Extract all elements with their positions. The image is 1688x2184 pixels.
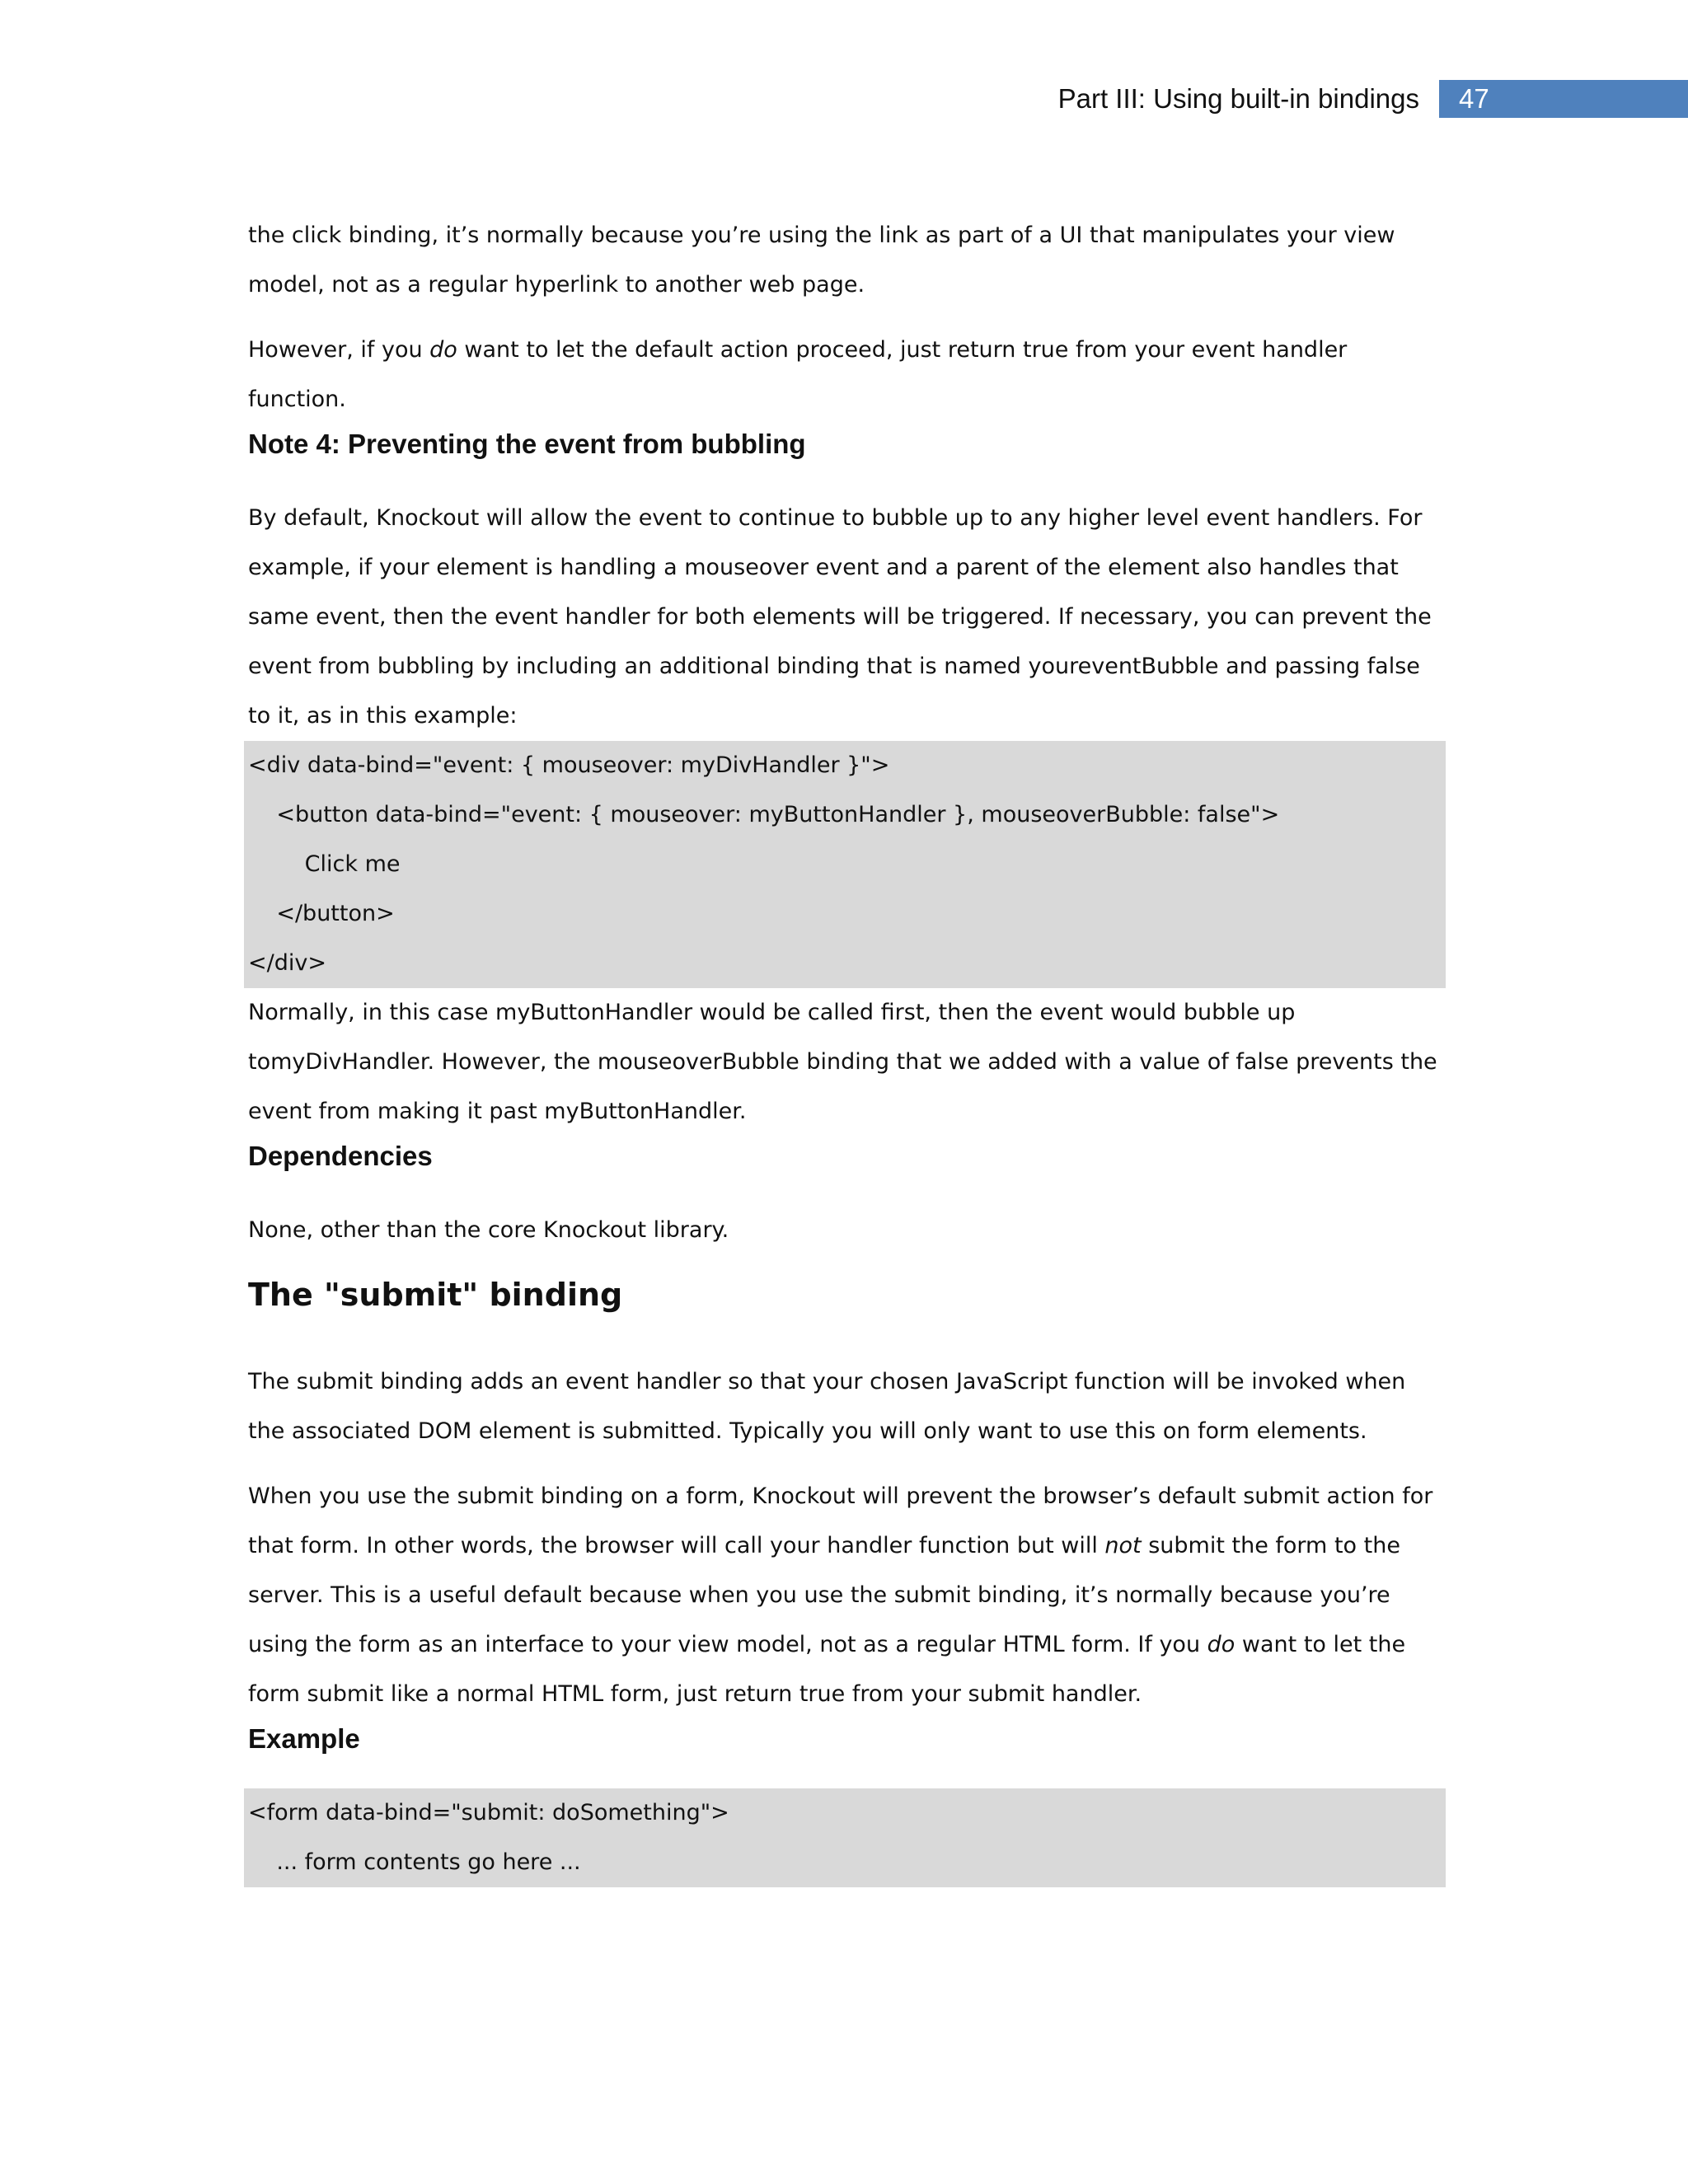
paragraph-line: tomyDivHandler. However, the mouseoverBubble binding that we added with a value of false prevents the [248, 1049, 1437, 1075]
section-heading: The "submit" binding [248, 1277, 623, 1313]
page-header [1058, 79, 1688, 119]
dependencies-heading: Dependencies [248, 1141, 433, 1171]
paragraph-line: The submit binding adds an event handler so that your chosen JavaScript function will be invoked when [248, 1369, 1406, 1394]
example-heading: Example [248, 1723, 360, 1754]
paragraph-line: function. [248, 387, 346, 412]
code-line: </button> [248, 901, 395, 926]
paragraph-line: server. This is a useful default because when you use the submit binding, it’s normally because you’re [248, 1582, 1390, 1608]
code-line: <button data-bind="event: { mouseover: myButtonHandler }, mouseoverBubble: false"> [248, 802, 1280, 827]
paragraph-line: the associated DOM element is submitted. Typically you will only want to use this on form elements. [248, 1418, 1367, 1444]
running-header-title: Part III: Using built-in bindings [1057, 83, 1419, 114]
paragraph-line: the click binding, it’s normally because you’re using the link as part of a UI that manipulates your view [248, 223, 1395, 248]
paragraph-line: same event, then the event handler for both elements will be triggered. If necessary, you can prevent the [248, 604, 1432, 630]
paragraph-line: using the form as an interface to your view model, not as a regular HTML form. If you do want to let the [248, 1632, 1406, 1657]
code-block [244, 1788, 1446, 1887]
paragraph-line: model, not as a regular hyperlink to another web page. [248, 272, 865, 298]
paragraph-line: example, if your element is handling a mouseover event and a parent of the element also handles that [248, 555, 1399, 580]
paragraph-line: form submit like a normal HTML form, just return true from your submit handler. [248, 1681, 1142, 1707]
page-content [248, 211, 1445, 1887]
code-line: </div> [248, 950, 326, 976]
paragraph-line: that form. In other words, the browser will call your handler function but will not submit the form to the [248, 1533, 1400, 1558]
paragraph-line: When you use the submit binding on a form, Knockout will prevent the browser’s default submit action for [248, 1483, 1433, 1509]
code-line: Click me [248, 851, 401, 877]
note-heading: Note 4: Preventing the event from bubbling [248, 429, 806, 459]
emphasis: do [429, 337, 457, 363]
code-line: <form data-bind="submit: doSomething"> [248, 1800, 729, 1825]
code-line: <div data-bind="event: { mouseover: myDivHandler }"> [248, 752, 890, 778]
paragraph-line: By default, Knockout will allow the event to continue to bubble up to any higher level event handlers. For [248, 505, 1423, 531]
paragraph-line: Normally, in this case myButtonHandler would be called first, then the event would bubble up [248, 1000, 1296, 1025]
paragraph-line: to it, as in this example: [248, 703, 518, 729]
paragraph-line: None, other than the core Knockout library. [248, 1217, 729, 1243]
code-block [244, 741, 1446, 988]
paragraph-line: event from making it past myButtonHandler. [248, 1099, 747, 1124]
code-line: ... form contents go here ... [248, 1849, 581, 1875]
paragraph-line: However, if you do want to let the default action proceed, just return true from your event handler [248, 337, 1348, 363]
emphasis: not [1104, 1533, 1142, 1558]
page-number-badge: 47 [1439, 80, 1688, 118]
paragraph-line: event from bubbling by including an additional binding that is named youreventBubble and passing false [248, 654, 1420, 679]
emphasis: do [1207, 1632, 1236, 1657]
